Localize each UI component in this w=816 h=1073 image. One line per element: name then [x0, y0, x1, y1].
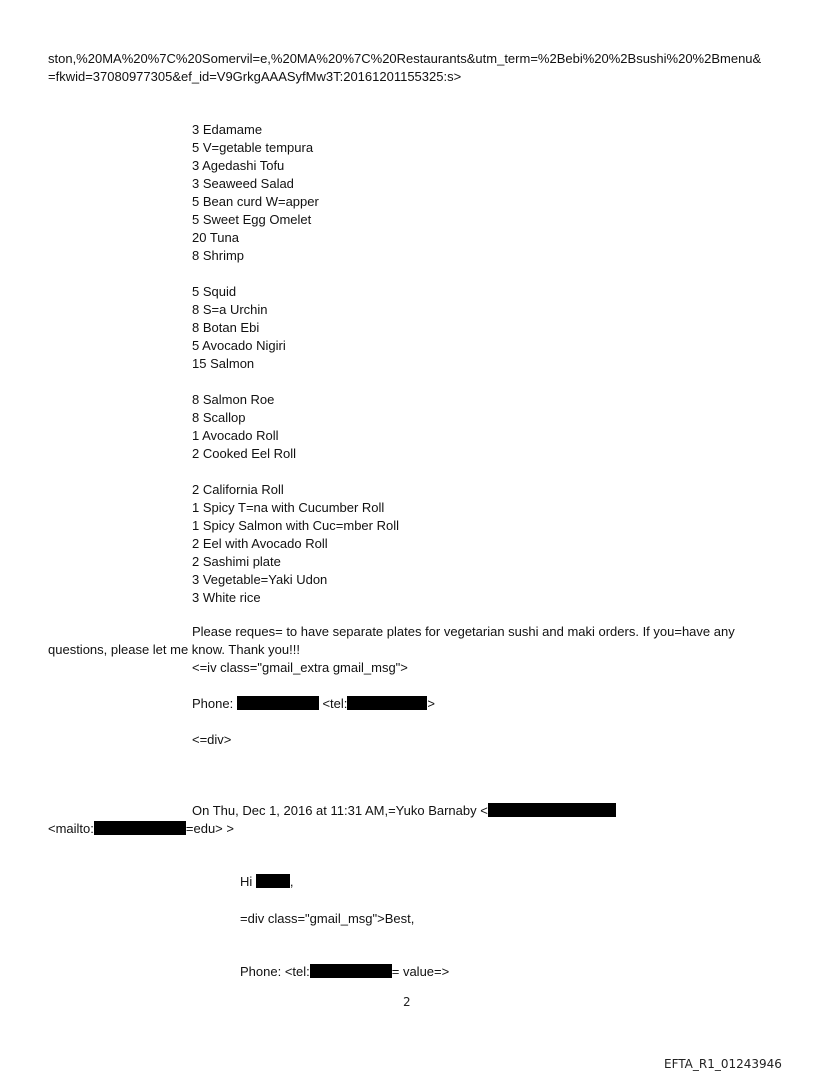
list-item: 3 Agedashi Tofu [192, 158, 285, 173]
redacted-mailto [94, 821, 186, 835]
list-item: 2 Eel with Avocado Roll [192, 536, 328, 551]
list-item: 3 Edamame [192, 122, 263, 137]
list-item: 1 Spicy T=na with Cucumber Roll [192, 500, 385, 515]
list-item: 1 Spicy Salmon with Cuc=mber Roll [192, 518, 399, 533]
list-item: 1 Avocado Roll [192, 428, 279, 443]
redacted-tel [347, 696, 427, 710]
list-item: 3 Seaweed Salad [192, 176, 294, 191]
list-item: 3 White rice [192, 590, 261, 605]
url-line-1: ston,%20MA%20%7C%20Somervil=e,%20MA%20%7C%20Restaurants&utm_term=%2Bebi%20%2Bsushi%20%2Bmenu& [48, 51, 762, 66]
list-item: 5 Squid [192, 284, 237, 299]
phone2-line: Phone: <tel: = value=> [240, 964, 450, 979]
hi-label: Hi [240, 874, 253, 889]
page-number: 2 [403, 995, 411, 1009]
on-date-line: On Thu, Dec 1, 2016 at 11:31 AM,=Yuko Barnaby < [192, 802, 616, 819]
phone-line [192, 695, 435, 712]
request-line-2: questions, please let me know. Thank you!!! [48, 642, 300, 657]
tel-open: <tel: [322, 696, 348, 711]
div-close-tag: <=div> [192, 732, 232, 747]
redacted-email [488, 803, 616, 817]
list-item: 8 Scallop [192, 410, 246, 425]
redacted-phone-2 [310, 964, 392, 978]
document-id: EFTA_R1_01243946 [664, 1057, 782, 1071]
list-item: 8 Salmon Roe [192, 392, 275, 407]
best-line: =div class="gmail_msg">Best, [240, 911, 415, 926]
list-item: 2 Sashimi plate [192, 554, 281, 569]
list-item: 8 Shrimp [192, 248, 245, 263]
list-item: 15 Salmon [192, 356, 255, 371]
list-item: 2 California Roll [192, 482, 284, 497]
tel-close: > [427, 696, 435, 711]
list-item: 5 Avocado Nigiri [192, 338, 286, 353]
redacted-name [256, 874, 290, 888]
list-item: 8 Botan Ebi [192, 320, 260, 335]
list-item: 8 S=a Urchin [192, 302, 268, 317]
list-item: 5 V=getable tempura [192, 140, 314, 155]
list-item: 20 Tuna [192, 230, 239, 245]
phone-label: Phone: [192, 696, 234, 711]
mailto-line: <mailto: =edu> > [48, 821, 234, 836]
list-item: 3 Vegetable=Yaki Udon [192, 572, 328, 587]
mailto-label: <mailto: [48, 821, 94, 836]
url-line-2: =fkwid=37080977305&ef_id=V9GrkgAAASyfMw3T:20161201155325:s> [48, 69, 462, 84]
div-open-tag: <=iv class="gmail_extra gmail_msg"> [192, 660, 408, 675]
list-item: 5 Sweet Egg Omelet [192, 212, 312, 227]
greeting-line: Hi , [240, 874, 294, 889]
list-item: 5 Bean curd W=apper [192, 194, 319, 209]
phone2-label: Phone: <tel: [240, 964, 310, 979]
request-line-1: Please reques= to have separate plates for vegetarian sushi and maki orders. If you=have any [192, 624, 735, 639]
redacted-phone [237, 696, 319, 710]
list-item: 2 Cooked Eel Roll [192, 446, 297, 461]
